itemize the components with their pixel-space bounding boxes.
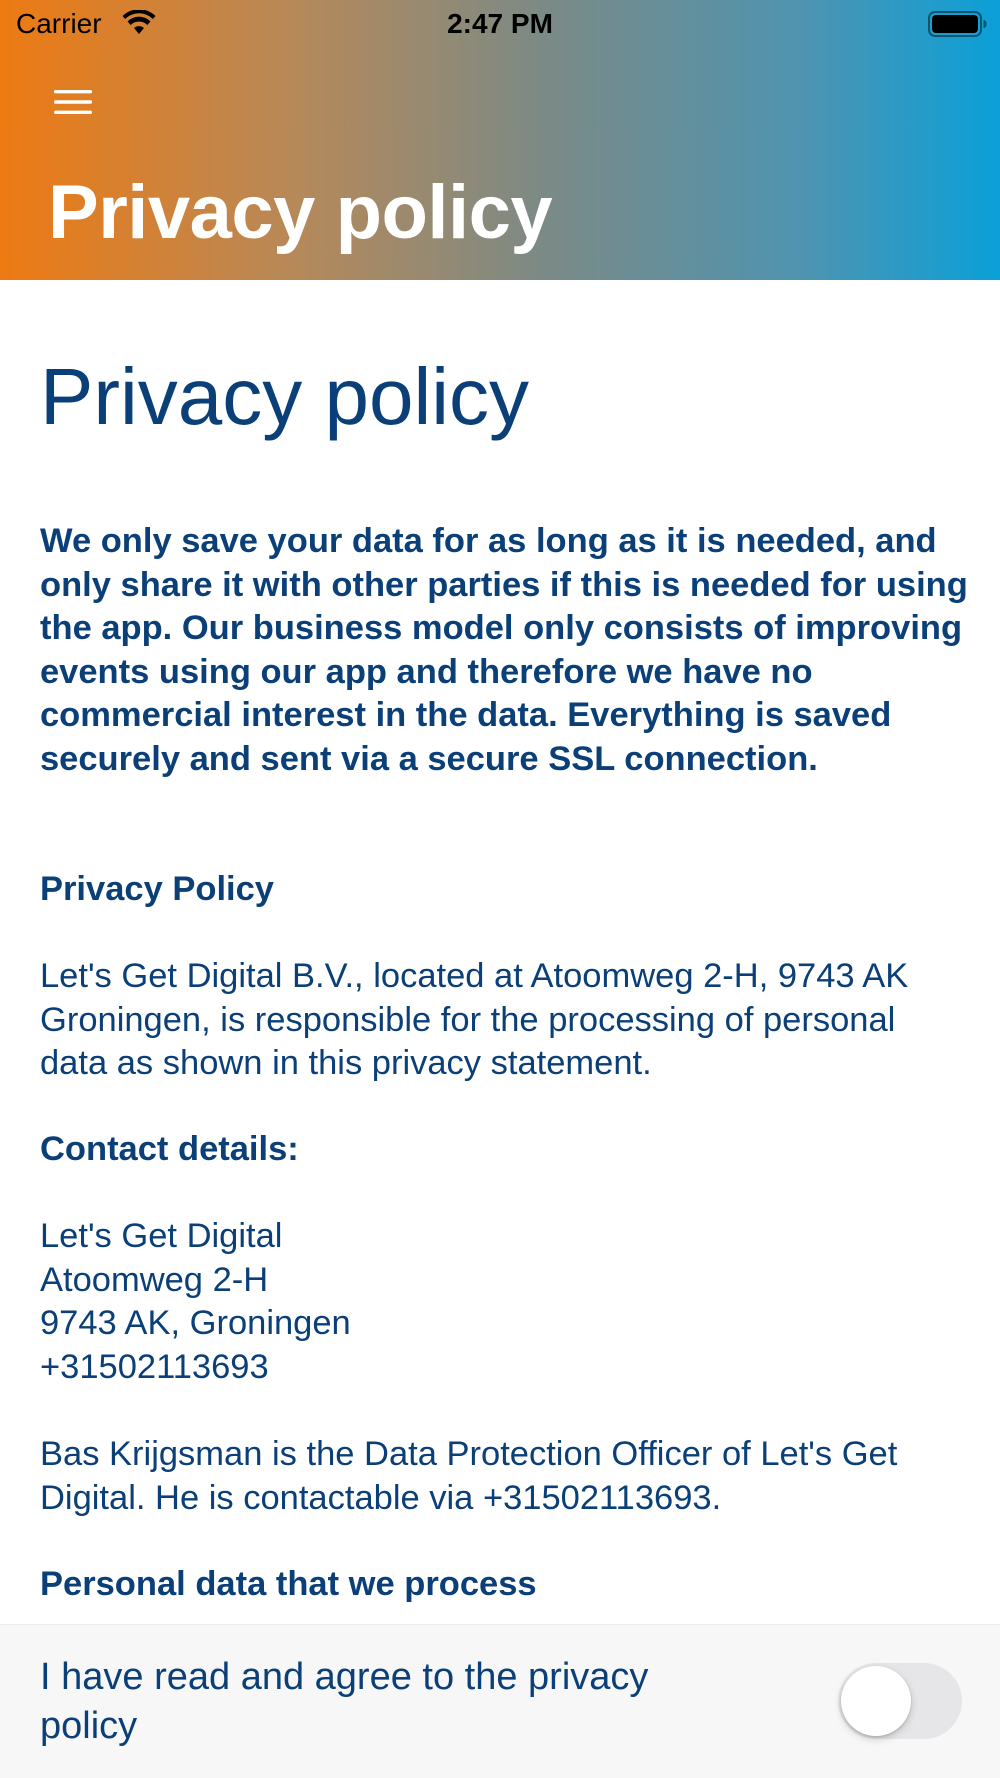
contact-city: 9743 AK, Groningen [40,1304,351,1342]
page-heading: Privacy policy [40,352,530,441]
status-bar [0,0,1000,50]
header [0,0,1000,280]
contact-street: Atoomweg 2-H [40,1260,269,1299]
contact-details-title: Contact details: [40,1130,299,1168]
agree-toggle[interactable] [838,1663,962,1739]
contact-phone: +31502113693 [40,1347,269,1386]
menu-button[interactable] [46,80,100,124]
dpo-paragraph: Bas Krijgsman is the Data Protection Officer of Let's Get Digital. He is contactable via +31502113693. [40,1435,898,1517]
privacy-policy-title: Privacy Policy [40,870,274,908]
hamburger-menu-icon [54,88,92,116]
contact-address [40,1215,970,1389]
agreement-label: I have read and agree to the privacy policy [40,1656,649,1747]
toggle-knob [841,1666,911,1736]
agreement-bar [0,1624,1000,1778]
clock-time: 2:47 PM [447,8,553,39]
privacy-policy-paragraph: Let's Get Digital B.V., located at Atoomweg 2-H, 9743 AK Groningen, is responsible for the processing of personal data as shown in this privacy statement. [40,957,909,1082]
carrier-label: Carrier [16,8,102,39]
battery-icon [928,11,988,37]
intro-paragraph: We only save your data for as long as it is needed, and only share it with other parties if this is needed for using the app. Our business model only consists of improving events using our app and therefore we have no commercial interest in the data. Everything is saved securely and sent via a secure SSL connection. [40,522,968,778]
personal-data-title: Personal data that we process [40,1565,537,1603]
header-title: Privacy policy [48,170,553,255]
contact-company: Let's Get Digital [40,1217,283,1255]
